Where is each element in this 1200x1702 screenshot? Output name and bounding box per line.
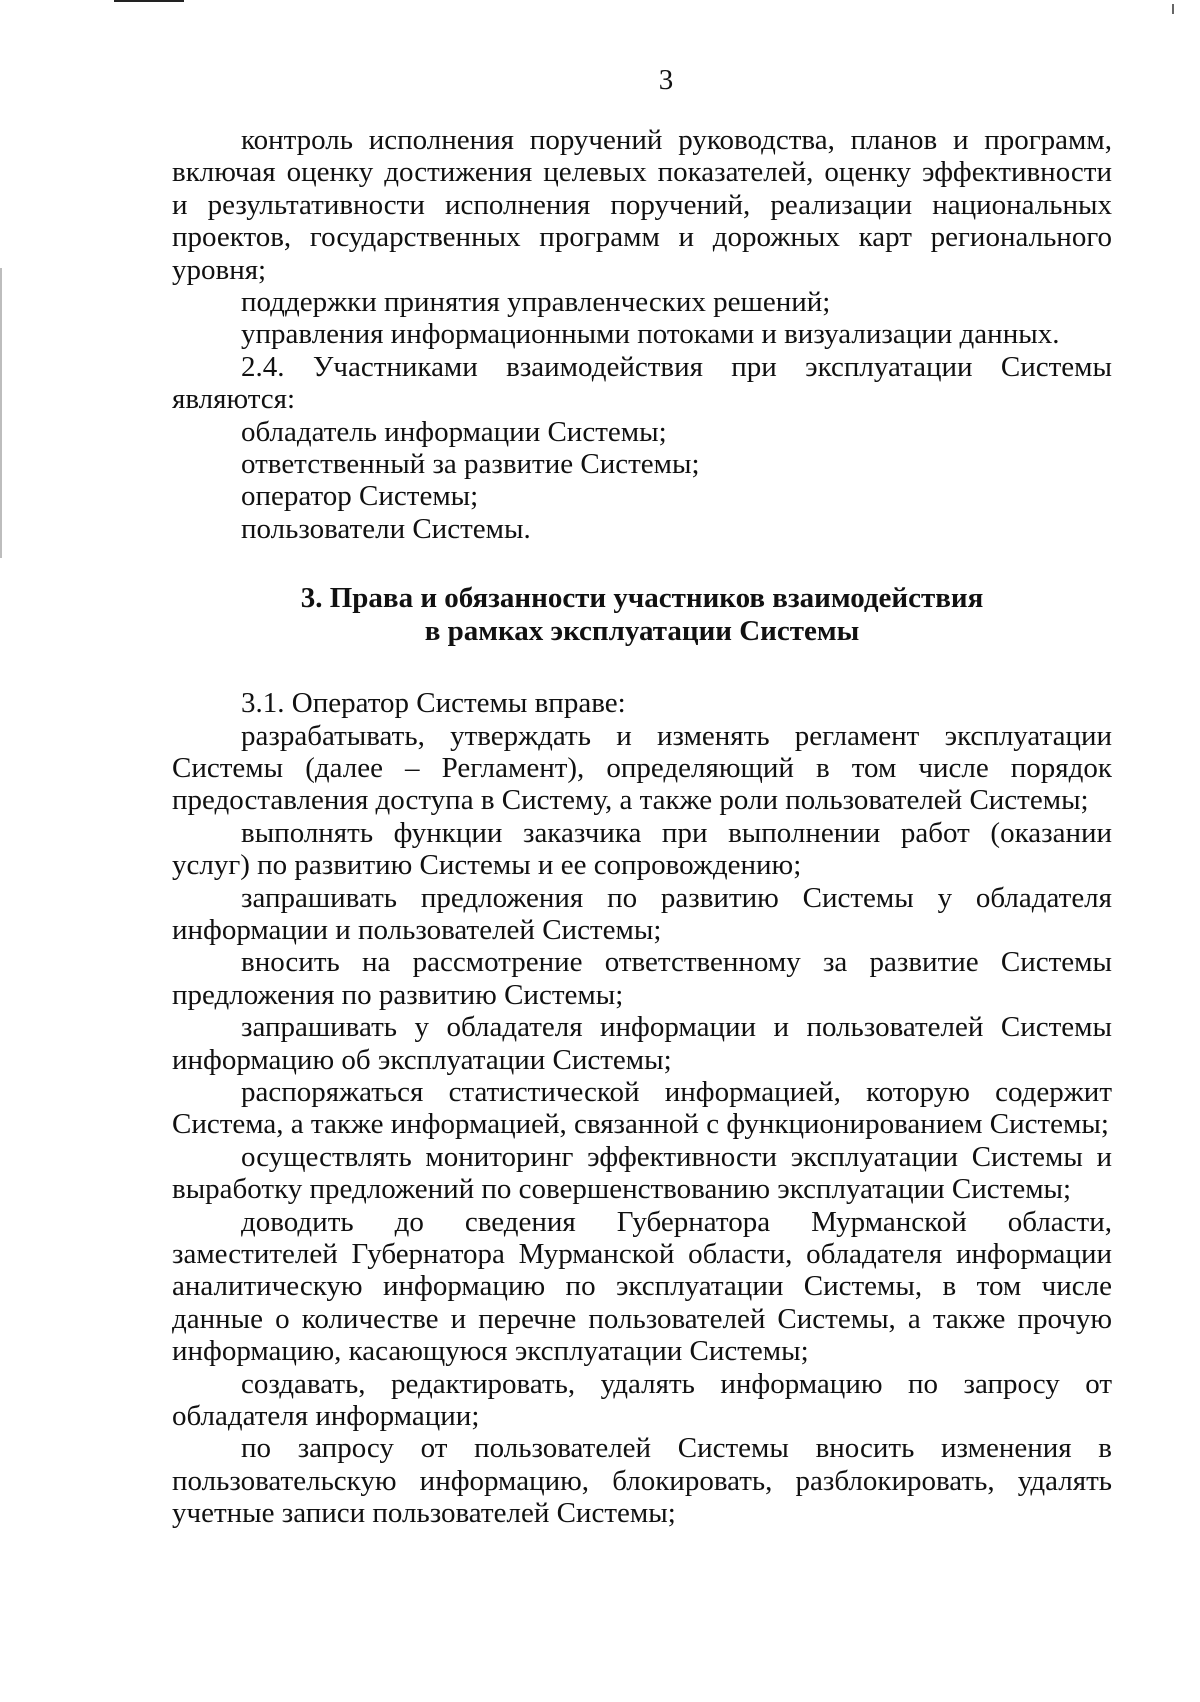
section-heading-line-1: 3. Права и обязанности участников взаимодействия [300,582,984,615]
list-item-owner: обладатель информации Системы; [241,415,667,448]
paragraph-support: поддержки принятия управленческих решений; [241,286,831,319]
paragraph-management: управления информационными потоками и визуализации данных. [241,318,1060,351]
list-item-operator: оператор Системы; [241,480,479,513]
paragraph-3-1: 3.1. Оператор Системы вправе: [241,687,626,720]
document-body [172,124,1112,1530]
right-request-information: запрашивать у обладателя информации и пользователей Системы информацию об эксплуатации Системы; [172,1011,1112,1076]
section-heading-line-2: в рамках эксплуатации Системы [424,614,860,647]
right-inform-governor: доводить до сведения Губернатора Мурманской области, заместителей Губернатора Мурманской области, обладателя информации аналитическую информацию по эксплуатации Системы, в том числе данные о количестве и перечне пользователей Системы, а также прочую информацию, касающуюся эксплуатации Системы; [172,1205,1112,1368]
right-customer-functions: выполнять функции заказчика при выполнении работ (оказании услуг) по развитию Системы и ее сопровождению; [172,816,1112,882]
list-item-users: пользователи Системы. [241,512,531,545]
right-manage-accounts: по запросу от пользователей Системы вносить изменения в пользовательскую информацию, блокировать, разблокировать, удалять учетные записи пользователей Системы; [172,1432,1112,1530]
right-develop-regulation: разрабатывать, утверждать и изменять регламент эксплуатации Системы (далее – Регламент), определяющий в том числе порядок предоставления доступа в Систему, а также роли пользователей Системы; [172,719,1112,817]
paragraph-control: контроль исполнения поручений руководства, планов и программ, включая оценку достижения целевых показателей, оценку эффективности и результативности исполнения поручений, реализации национальных проектов, государственных программ и дорожных карт регионального уровня; [172,124,1112,286]
page-number: 3 [658,64,674,96]
right-dispose-statistics: распоряжаться статистической информацией, которую содержит Система, а также информацией, связанной с функционированием Системы; [172,1075,1112,1141]
paragraph-2-4: 2.4. Участниками взаимодействия при эксплуатации Системы являются: [172,350,1112,416]
right-request-proposals: запрашивать предложения по развитию Системы у обладателя информации и пользователей Системы; [172,881,1112,946]
scan-artifact-top [114,0,184,2]
scan-artifact-left-edge [0,268,2,558]
right-edit-information: создавать, редактировать, удалять информацию по запросу от обладателя информации; [172,1367,1112,1433]
list-item-responsible: ответственный за развитие Системы; [241,448,700,481]
scan-artifact-corner [1172,4,1174,14]
section-heading-3 [172,582,1112,647]
right-monitoring: осуществлять мониторинг эффективности эксплуатации Системы и выработку предложений по совершенствованию эксплуатации Системы; [172,1140,1112,1206]
right-submit-proposals: вносить на рассмотрение ответственному за развитие Системы предложения по развитию Системы; [172,946,1112,1011]
